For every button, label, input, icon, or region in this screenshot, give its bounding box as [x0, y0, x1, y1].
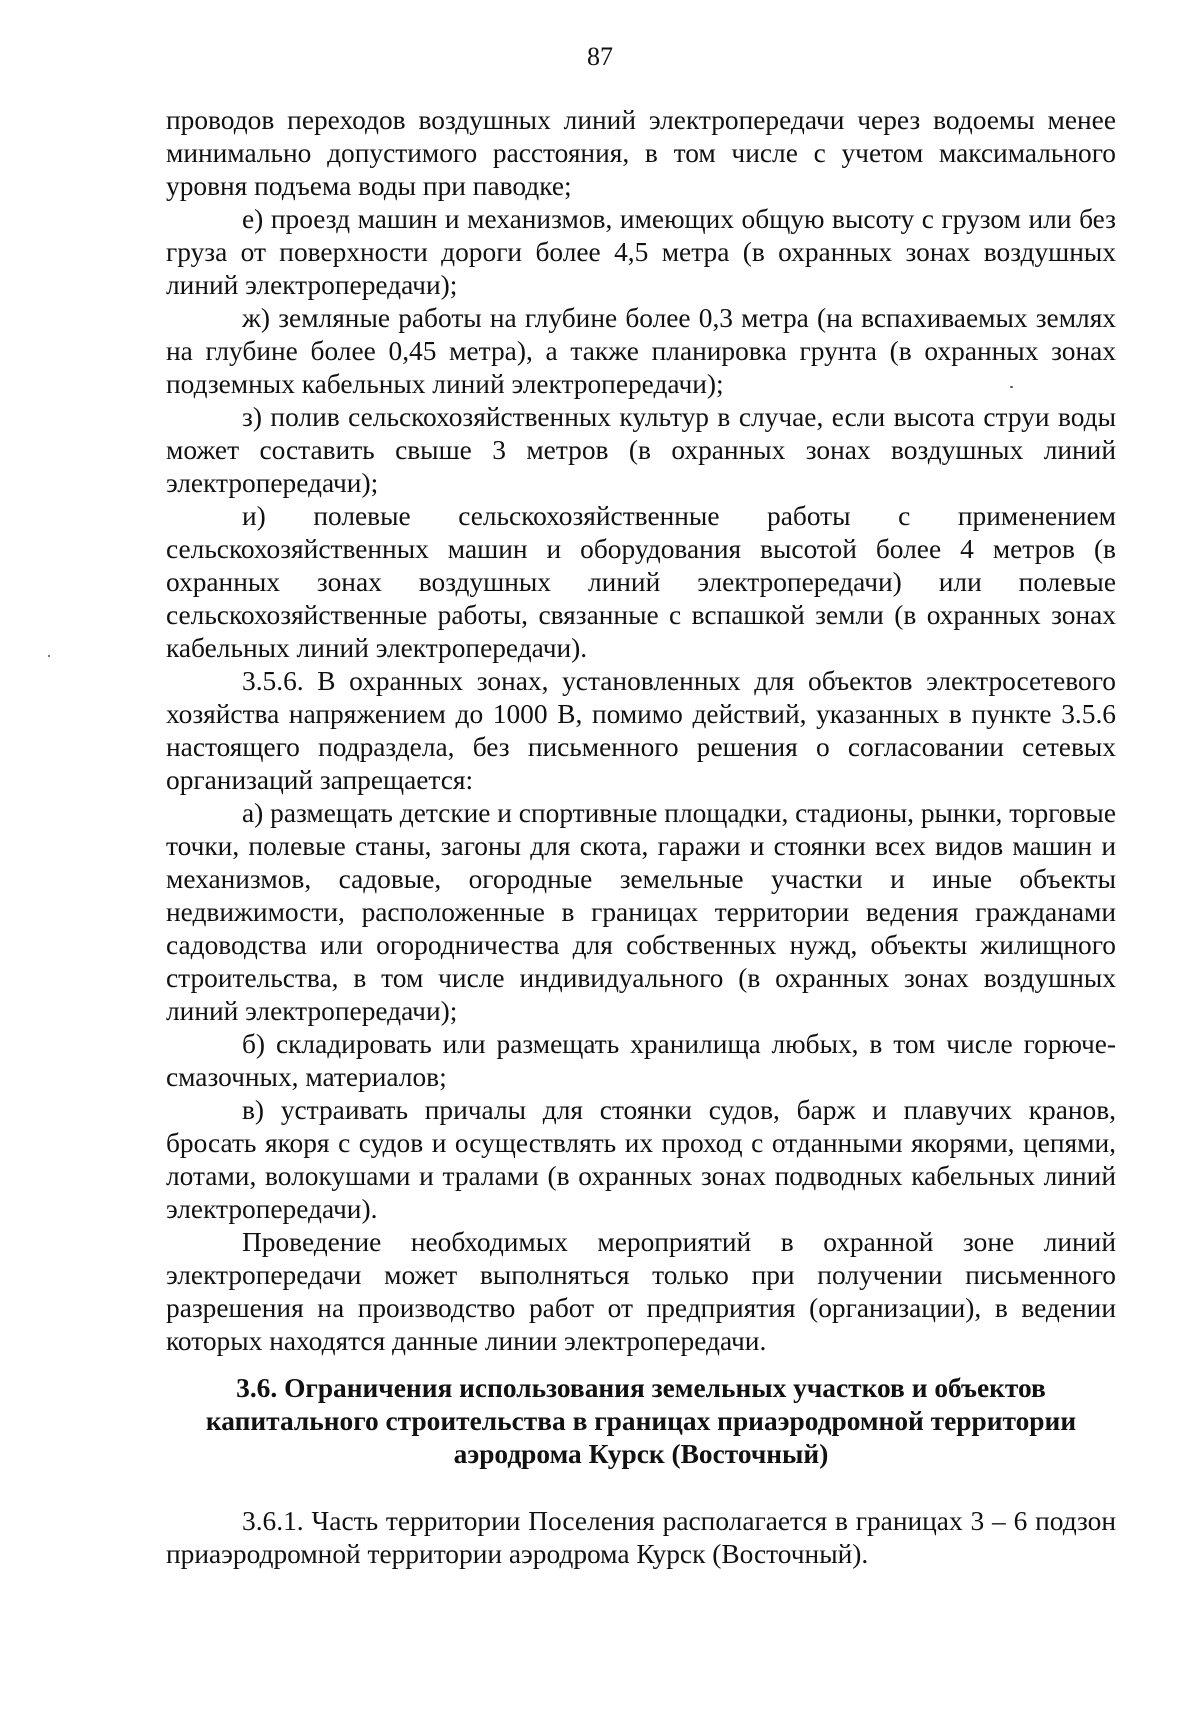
paragraph-item-e: е) проезд машин и механизмов, имеющих общую высоту с грузом или без груза от поверхности дороги более 4,5 метра (в охранных зонах воздушных линий электропередачи);: [166, 204, 1116, 300]
body-text: [166, 104, 1116, 1358]
paragraph-3-5-6: 3.5.6. В охранных зонах, установленных для объектов электросетевого хозяйства напряжением до 1000 В, помимо действий, указанных в пункте 3.5.6 настоящего подраздела, без письменного решения о согласовании сетевых организаций запрещается:: [166, 666, 1116, 795]
paragraph-item-v: в) устраивать причалы для стоянки судов, барж и плавучих кранов, бросать якоря с судов и осуществлять их проход с отданными якорями, цепями, лотами, волокушами и тралами (в охранных зонах подводных кабельных линий электропередачи).: [166, 1095, 1116, 1224]
paragraph-item-a: а) размещать детские и спортивные площадки, стадионы, рынки, торговые точки, полевые станы, загоны для скота, гаражи и стоянки всех видов машин и механизмов, садовые, огородные земельные участки и иные объекты недвижимости, расположенные в границах территории ведения гражданами садоводства или огородничества для собственных нужд, объекты жилищного строительства, в том числе индивидуального (в охранных зонах воздушных линий электропередачи);: [166, 798, 1116, 1026]
section-heading-line-1: 3.6. Ограничения использования земельных участков и объектов: [236, 1373, 1046, 1403]
section-body: [166, 1505, 1116, 1571]
paragraph-item-zh: ж) земляные работы на глубине более 0,3 метра (на вспахиваемых землях на глубине более 0,45 метра), а также планировка грунта (в охранных зонах подземных кабельных линий электропередачи);: [166, 303, 1116, 399]
paragraph-item-z: з) полив сельскохозяйственных культур в случае, если высота струи воды может составить свыше 3 метров (в охранных зонах воздушных линий электропередачи);: [166, 402, 1116, 498]
paragraph-item-i: и) полевые сельскохозяйственные работы с применением сельскохозяйственных машин и оборудования высотой более 4 метров (в охранных зонах воздушных линий электропередачи) или полевые сельскохозяйственные работы, связанные с вспашкой земли (в охранных зонах кабельных линий электропередачи).: [166, 501, 1116, 663]
section-heading-line-2: капитального строительства в границах приаэродромной территории: [205, 1406, 1077, 1436]
paragraph-continuation: проводов переходов воздушных линий электропередачи через водоемы менее минимально допустимого расстояния, в том числе с учетом максимального уровня подъема воды при паводке;: [166, 105, 1116, 201]
section-heading-line-3: аэродрома Курск (Восточный): [453, 1439, 829, 1469]
page-number: 87: [587, 42, 613, 71]
section-heading: [166, 1372, 1116, 1471]
paragraph-item-b: б) складировать или размещать хранилища любых, в том числе горюче-смазочных, материалов;: [166, 1029, 1116, 1092]
paragraph-measures: Проведение необходимых мероприятий в охранной зоне линий электропередачи может выполняться только при получении письменного разрешения на производство работ от предприятия (организации), в ведении которых находятся данные линии электропередачи.: [166, 1227, 1116, 1356]
scan-speck: [48, 655, 50, 657]
scan-speck: [1010, 386, 1013, 388]
paragraph-3-6-1: 3.6.1. Часть территории Поселения располагается в границах 3 – 6 подзон приаэродромной территории аэродрома Курск (Восточный).: [166, 1506, 1116, 1569]
